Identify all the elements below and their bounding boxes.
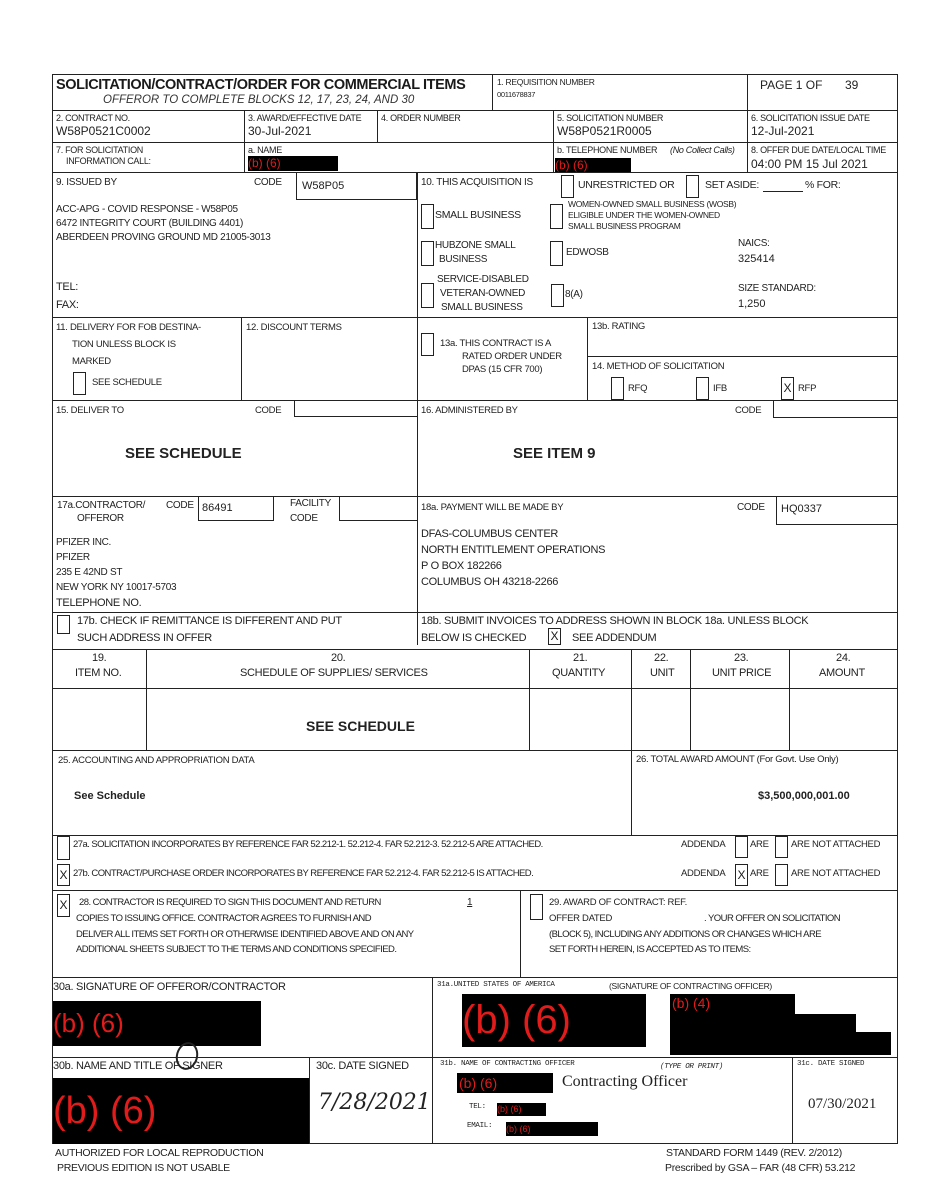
co-email-redaction: (b) (6)	[506, 1122, 598, 1136]
block28-checkbox[interactable]: X	[57, 894, 70, 917]
deliver-to-code-label: CODE	[255, 405, 282, 416]
footer-left-1: AUTHORIZED FOR LOCAL REPRODUCTION	[55, 1147, 264, 1159]
co-signature-label: (SIGNATURE OF CONTRACTING OFFICER)	[609, 981, 772, 991]
rating-label: 13b. RATING	[592, 321, 646, 332]
requisition-number: 0011678837	[497, 90, 536, 99]
usa-signature-label: 31a.UNITED STATES OF AMERICA	[437, 981, 555, 989]
27b-are-checkbox[interactable]: X	[735, 864, 748, 886]
offeror-signature-label: 30a. SIGNATURE OF OFFEROR/CONTRACTOR	[53, 981, 286, 993]
hubzone-checkbox[interactable]	[421, 241, 434, 266]
sdvosb-label-3: SMALL BUSINESS	[441, 302, 523, 313]
b4-redaction-block	[670, 994, 891, 1055]
sdvosb-label-2: VETERAN-OWNED	[440, 288, 525, 299]
administered-by-code-label: CODE	[735, 405, 762, 416]
b4-redaction-1: (b) (4)	[670, 994, 795, 1055]
naics-value: 325414	[738, 253, 775, 265]
hubzone-label-2: BUSINESS	[439, 254, 488, 265]
total-award-label: 26. TOTAL AWARD AMOUNT (For Govt. Use Only)	[636, 754, 839, 765]
27b-addenda-label: ADDENDA	[681, 868, 726, 879]
total-award-value: $3,500,000,001.00	[758, 790, 850, 802]
fob-label-2: TION UNLESS BLOCK IS	[72, 339, 176, 350]
contractor-label-1: 17a.CONTRACTOR/	[57, 500, 146, 511]
fob-label-3: MARKED	[72, 356, 111, 367]
sdvosb-checkbox[interactable]	[421, 283, 434, 308]
fob-label-1: 11. DELIVERY FOR FOB DESTINA-	[56, 322, 201, 333]
ifb-label: IFB	[713, 383, 727, 394]
form-title: SOLICITATION/CONTRACT/ORDER FOR COMMERCIAL ITEMS	[56, 77, 466, 93]
offeror-signature-redaction: (b) (6)	[53, 1001, 261, 1046]
acquisition-label: 10. THIS ACQUISITION IS	[421, 177, 533, 188]
block29-offer-rest: . YOUR OFFER ON SOLICITATION	[704, 913, 841, 924]
col-unit-num: 22.	[654, 652, 669, 664]
schedule-body-value: SEE SCHEDULE	[306, 718, 415, 734]
contractor-code-label: CODE	[166, 500, 194, 511]
co-tel-label: TEL:	[469, 1103, 486, 1111]
co-tel-redaction: (b) (6)	[497, 1103, 546, 1116]
col-quantity-num: 21.	[573, 652, 588, 664]
27b-are-not-label: ARE NOT ATTACHED	[791, 868, 881, 879]
administered-by-label: 16. ADMINISTERED BY	[421, 405, 518, 416]
27b-are-not-checkbox[interactable]	[775, 864, 788, 886]
block28-line-2: COPIES TO ISSUING OFFICE. CONTRACTOR AGREES TO FURNISH AND	[76, 913, 372, 924]
co-email-label: EMAIL:	[467, 1122, 493, 1130]
eight-a-checkbox[interactable]	[551, 284, 564, 307]
issued-by-address-1: ACC-APG - COVID RESPONSE - W58P05	[56, 204, 238, 215]
rfp-checkbox[interactable]: X	[781, 377, 794, 400]
remittance-checkbox[interactable]	[57, 615, 70, 634]
27a-are-checkbox[interactable]	[735, 836, 748, 858]
offer-due-value: 04:00 PM 15 Jul 2021	[751, 157, 868, 171]
name-label: a. NAME	[248, 145, 282, 155]
footer-right-2: Prescribed by GSA – FAR (48 CFR) 53.212	[665, 1162, 856, 1174]
27a-are-label: ARE	[750, 839, 769, 850]
telephone-label: b. TELEPHONE NUMBER	[557, 145, 658, 155]
issued-by-code-value: W58P05	[302, 180, 345, 192]
col-amount-label: AMOUNT	[819, 667, 865, 679]
fob-see-schedule-label: SEE SCHEDULE	[92, 377, 162, 388]
contractor-address-3: 235 E 42ND ST	[56, 567, 123, 578]
payment-address-3: P O BOX 182266	[421, 560, 502, 572]
accounting-label: 25. ACCOUNTING AND APPROPRIATION DATA	[58, 755, 255, 766]
offeror-date-label: 30c. DATE SIGNED	[316, 1060, 409, 1072]
facility-code-box	[339, 496, 418, 521]
col-item-num: 19.	[92, 652, 107, 664]
edwosb-checkbox[interactable]	[550, 241, 563, 266]
block29-offer-dated: OFFER DATED	[549, 913, 613, 924]
issue-date-label: 6. SOLICITATION ISSUE DATE	[751, 113, 870, 123]
signer-name-label: 30b. NAME AND TITLE OF SIGNER	[53, 1060, 223, 1072]
ifb-checkbox[interactable]	[696, 377, 709, 400]
issued-by-address-2: 6472 INTEGRITY COURT (BUILDING 4401)	[56, 218, 244, 229]
eight-a-label: 8(A)	[565, 289, 583, 300]
offer-due-label: 8. OFFER DUE DATE/LOCAL TIME	[751, 145, 886, 155]
percent-for-label: % FOR:	[805, 179, 841, 191]
co-signature-redaction: (b) (6)	[462, 994, 646, 1047]
remittance-label-1: 17b. CHECK IF REMITTANCE IS DIFFERENT AND PUT	[77, 615, 342, 627]
wosb-label-3: SMALL BUSINESS PROGRAM	[568, 221, 681, 231]
block28-line-1: 28. CONTRACTOR IS REQUIRED TO SIGN THIS DOCUMENT AND RETURN	[79, 897, 381, 908]
27b-text: 27b. CONTRACT/PURCHASE ORDER INCORPORATES BY REFERENCE FAR 52.212-4. FAR 52.212-5 IS ATTACHED.	[73, 868, 534, 879]
co-date-label: 31c. DATE SIGNED	[797, 1060, 865, 1068]
name-redaction: (b) (6)	[248, 156, 338, 171]
form-subtitle: OFFEROR TO COMPLETE BLOCKS 12, 17, 23, 24, AND 30	[103, 94, 415, 106]
payment-code-label: CODE	[737, 502, 765, 513]
rated-order-label-2: RATED ORDER UNDER	[462, 351, 562, 362]
27a-are-not-checkbox[interactable]	[775, 836, 788, 858]
invoice-label-2: BELOW IS CHECKED	[421, 632, 527, 644]
facility-code-label-2: CODE	[290, 513, 318, 524]
wosb-label-1: WOMEN-OWNED SMALL BUSINESS (WOSB)	[568, 199, 737, 209]
footer-left-2: PREVIOUS EDITION IS NOT USABLE	[57, 1162, 230, 1174]
27a-are-not-label: ARE NOT ATTACHED	[791, 839, 881, 850]
small-business-checkbox[interactable]	[421, 204, 434, 229]
unrestricted-label: UNRESTRICTED OR	[578, 179, 675, 191]
issued-by-tel-label: TEL:	[56, 281, 79, 293]
block29-line-4: SET FORTH HEREIN, IS ACCEPTED AS TO ITEMS:	[549, 944, 751, 955]
order-number-label: 4. ORDER NUMBER	[381, 113, 461, 123]
col-unit-price-label: UNIT PRICE	[712, 667, 772, 679]
deliver-to-label: 15. DELIVER TO	[56, 405, 124, 416]
size-standard-value: 1,250	[738, 298, 766, 310]
contractor-address-4: NEW YORK NY 10017-5703	[56, 582, 177, 593]
award-date-value: 30-Jul-2021	[248, 124, 312, 138]
see-addendum-checkbox[interactable]: X	[548, 628, 561, 645]
wosb-checkbox[interactable]	[550, 204, 563, 229]
award-date-label: 3. AWARD/EFFECTIVE DATE	[248, 113, 362, 123]
deliver-to-code-box	[294, 400, 418, 417]
naics-label: NAICS:	[738, 238, 770, 249]
col-item-label: ITEM NO.	[75, 667, 122, 679]
wosb-label-2: ELIGIBLE UNDER THE WOMEN-OWNED	[568, 210, 720, 220]
set-aside-checkbox[interactable]	[686, 175, 699, 198]
block29-checkbox[interactable]	[530, 894, 543, 920]
edwosb-label: EDWOSB	[566, 247, 609, 258]
contractor-address-2: PFIZER	[56, 552, 90, 563]
col-unit-label: UNIT	[650, 667, 675, 679]
discount-terms-label: 12. DISCOUNT TERMS	[246, 322, 342, 333]
see-addendum-label: SEE ADDENDUM	[572, 632, 657, 644]
footer-right-1: STANDARD FORM 1449 (REV. 2/2012)	[666, 1147, 842, 1159]
27b-are-label: ARE	[750, 868, 769, 879]
col-quantity-label: QUANTITY	[552, 667, 606, 679]
27a-checkbox[interactable]	[57, 836, 70, 860]
unrestricted-checkbox[interactable]	[561, 175, 574, 198]
co-type-print-label: (TYPE OR PRINT)	[660, 1063, 724, 1071]
contract-no-label: 2. CONTRACT NO.	[56, 113, 130, 123]
rated-order-checkbox[interactable]	[421, 333, 434, 356]
no-collect-calls-note: (No Collect Calls)	[670, 145, 735, 155]
col-schedule-num: 20.	[331, 652, 346, 664]
27a-text: 27a. SOLICITATION INCORPORATES BY REFERENCE FAR 52.212-1. 52.212-4. FAR 52.212-3. 52.212-5 ARE ATTACHED.	[73, 839, 543, 850]
page-total: 39	[845, 78, 859, 92]
info-call-label-2: INFORMATION CALL:	[66, 156, 151, 166]
contract-no-value: W58P0521C0002	[56, 124, 151, 138]
administered-by-value: SEE ITEM 9	[513, 445, 596, 462]
small-business-label: SMALL BUSINESS	[435, 209, 521, 221]
payment-code-value: HQ0337	[781, 503, 822, 515]
offeror-date-value: 7/28/2021	[318, 1090, 431, 1115]
rated-order-label-1: 13a. THIS CONTRACT IS A	[440, 338, 552, 349]
hubzone-label-1: HUBZONE SMALL	[435, 240, 516, 251]
27b-checkbox[interactable]: X	[57, 864, 70, 886]
block29-line-3: (BLOCK 5), INCLUDING ANY ADDITIONS OR CHANGES WHICH ARE	[549, 929, 822, 940]
b4-redaction-3	[855, 1032, 891, 1055]
invoice-label-1: 18b. SUBMIT INVOICES TO ADDRESS SHOWN IN BLOCK 18a. UNLESS BLOCK	[421, 615, 809, 627]
solicitation-number-value: W58P0521R0005	[557, 124, 652, 138]
b4-redaction-2	[794, 1014, 856, 1055]
deliver-to-value: SEE SCHEDULE	[125, 445, 242, 462]
method-of-solicitation-label: 14. METHOD OF SOLICITATION	[592, 361, 725, 372]
issued-by-code-label: CODE	[254, 177, 282, 188]
rfp-label: RFP	[798, 383, 817, 394]
rfq-checkbox[interactable]	[611, 377, 624, 400]
co-title: Contracting Officer	[562, 1073, 688, 1090]
co-name-redaction: (b) (6)	[457, 1073, 553, 1093]
27a-addenda-label: ADDENDA	[681, 839, 726, 850]
co-date-value: 07/30/2021	[808, 1096, 877, 1112]
fob-see-schedule-checkbox[interactable]	[73, 372, 86, 395]
telephone-redaction: (b) (6)	[555, 158, 631, 172]
col-schedule-label: SCHEDULE OF SUPPLIES/ SERVICES	[240, 667, 428, 679]
issued-by-label: 9. ISSUED BY	[56, 177, 117, 188]
info-call-label: 7. FOR SOLICITATION	[56, 145, 143, 155]
accounting-value: See Schedule	[74, 790, 146, 802]
facility-code-label-1: FACILITY	[290, 498, 331, 509]
contractor-telephone-label: TELEPHONE NO.	[56, 597, 142, 609]
payment-label: 18a. PAYMENT WILL BE MADE BY	[421, 502, 564, 513]
rated-order-label-3: DPAS (15 CFR 700)	[462, 364, 543, 375]
payment-address-2: NORTH ENTITLEMENT OPERATIONS	[421, 544, 606, 556]
payment-address-1: DFAS-COLUMBUS CENTER	[421, 528, 559, 540]
signer-name-redaction: (b) (6)	[53, 1078, 309, 1144]
co-name-label: 31b. NAME OF CONTRACTING OFFICER	[440, 1060, 575, 1068]
block28-copies: 1	[467, 897, 473, 908]
solicitation-number-label: 5. SOLICITATION NUMBER	[557, 113, 664, 123]
payment-address-4: COLUMBUS OH 43218-2266	[421, 576, 559, 588]
size-standard-label: SIZE STANDARD:	[738, 283, 816, 294]
issued-by-address-3: ABERDEEN PROVING GROUND MD 21005-3013	[56, 232, 271, 243]
set-aside-label: SET ASIDE:	[705, 179, 759, 191]
block28-line-3: DELIVER ALL ITEMS SET FORTH OR OTHERWISE IDENTIFIED ABOVE AND ON ANY	[76, 929, 414, 940]
col-amount-num: 24.	[836, 652, 851, 664]
issued-by-fax-label: FAX:	[56, 299, 79, 311]
contractor-address-1: PFIZER INC.	[56, 537, 112, 548]
contractor-label-2: OFFEROR	[77, 513, 124, 524]
block28-line-4: ADDITIONAL SHEETS SUBJECT TO THE TERMS AND CONDITIONS SPECIFIED.	[76, 944, 397, 955]
administered-by-code-box	[773, 400, 898, 418]
rfq-label: RFQ	[628, 383, 648, 394]
remittance-label-2: SUCH ADDRESS IN OFFER	[77, 632, 212, 644]
sdvosb-label-1: SERVICE-DISABLED	[437, 274, 529, 285]
issue-date-value: 12-Jul-2021	[751, 124, 815, 138]
col-unit-price-num: 23.	[734, 652, 749, 664]
requisition-label: 1. REQUISITION NUMBER	[497, 77, 595, 87]
block29-line-1: 29. AWARD OF CONTRACT: REF.	[549, 897, 687, 908]
page-label: PAGE 1 OF	[760, 78, 823, 92]
contractor-code-value: 86491	[202, 502, 233, 514]
